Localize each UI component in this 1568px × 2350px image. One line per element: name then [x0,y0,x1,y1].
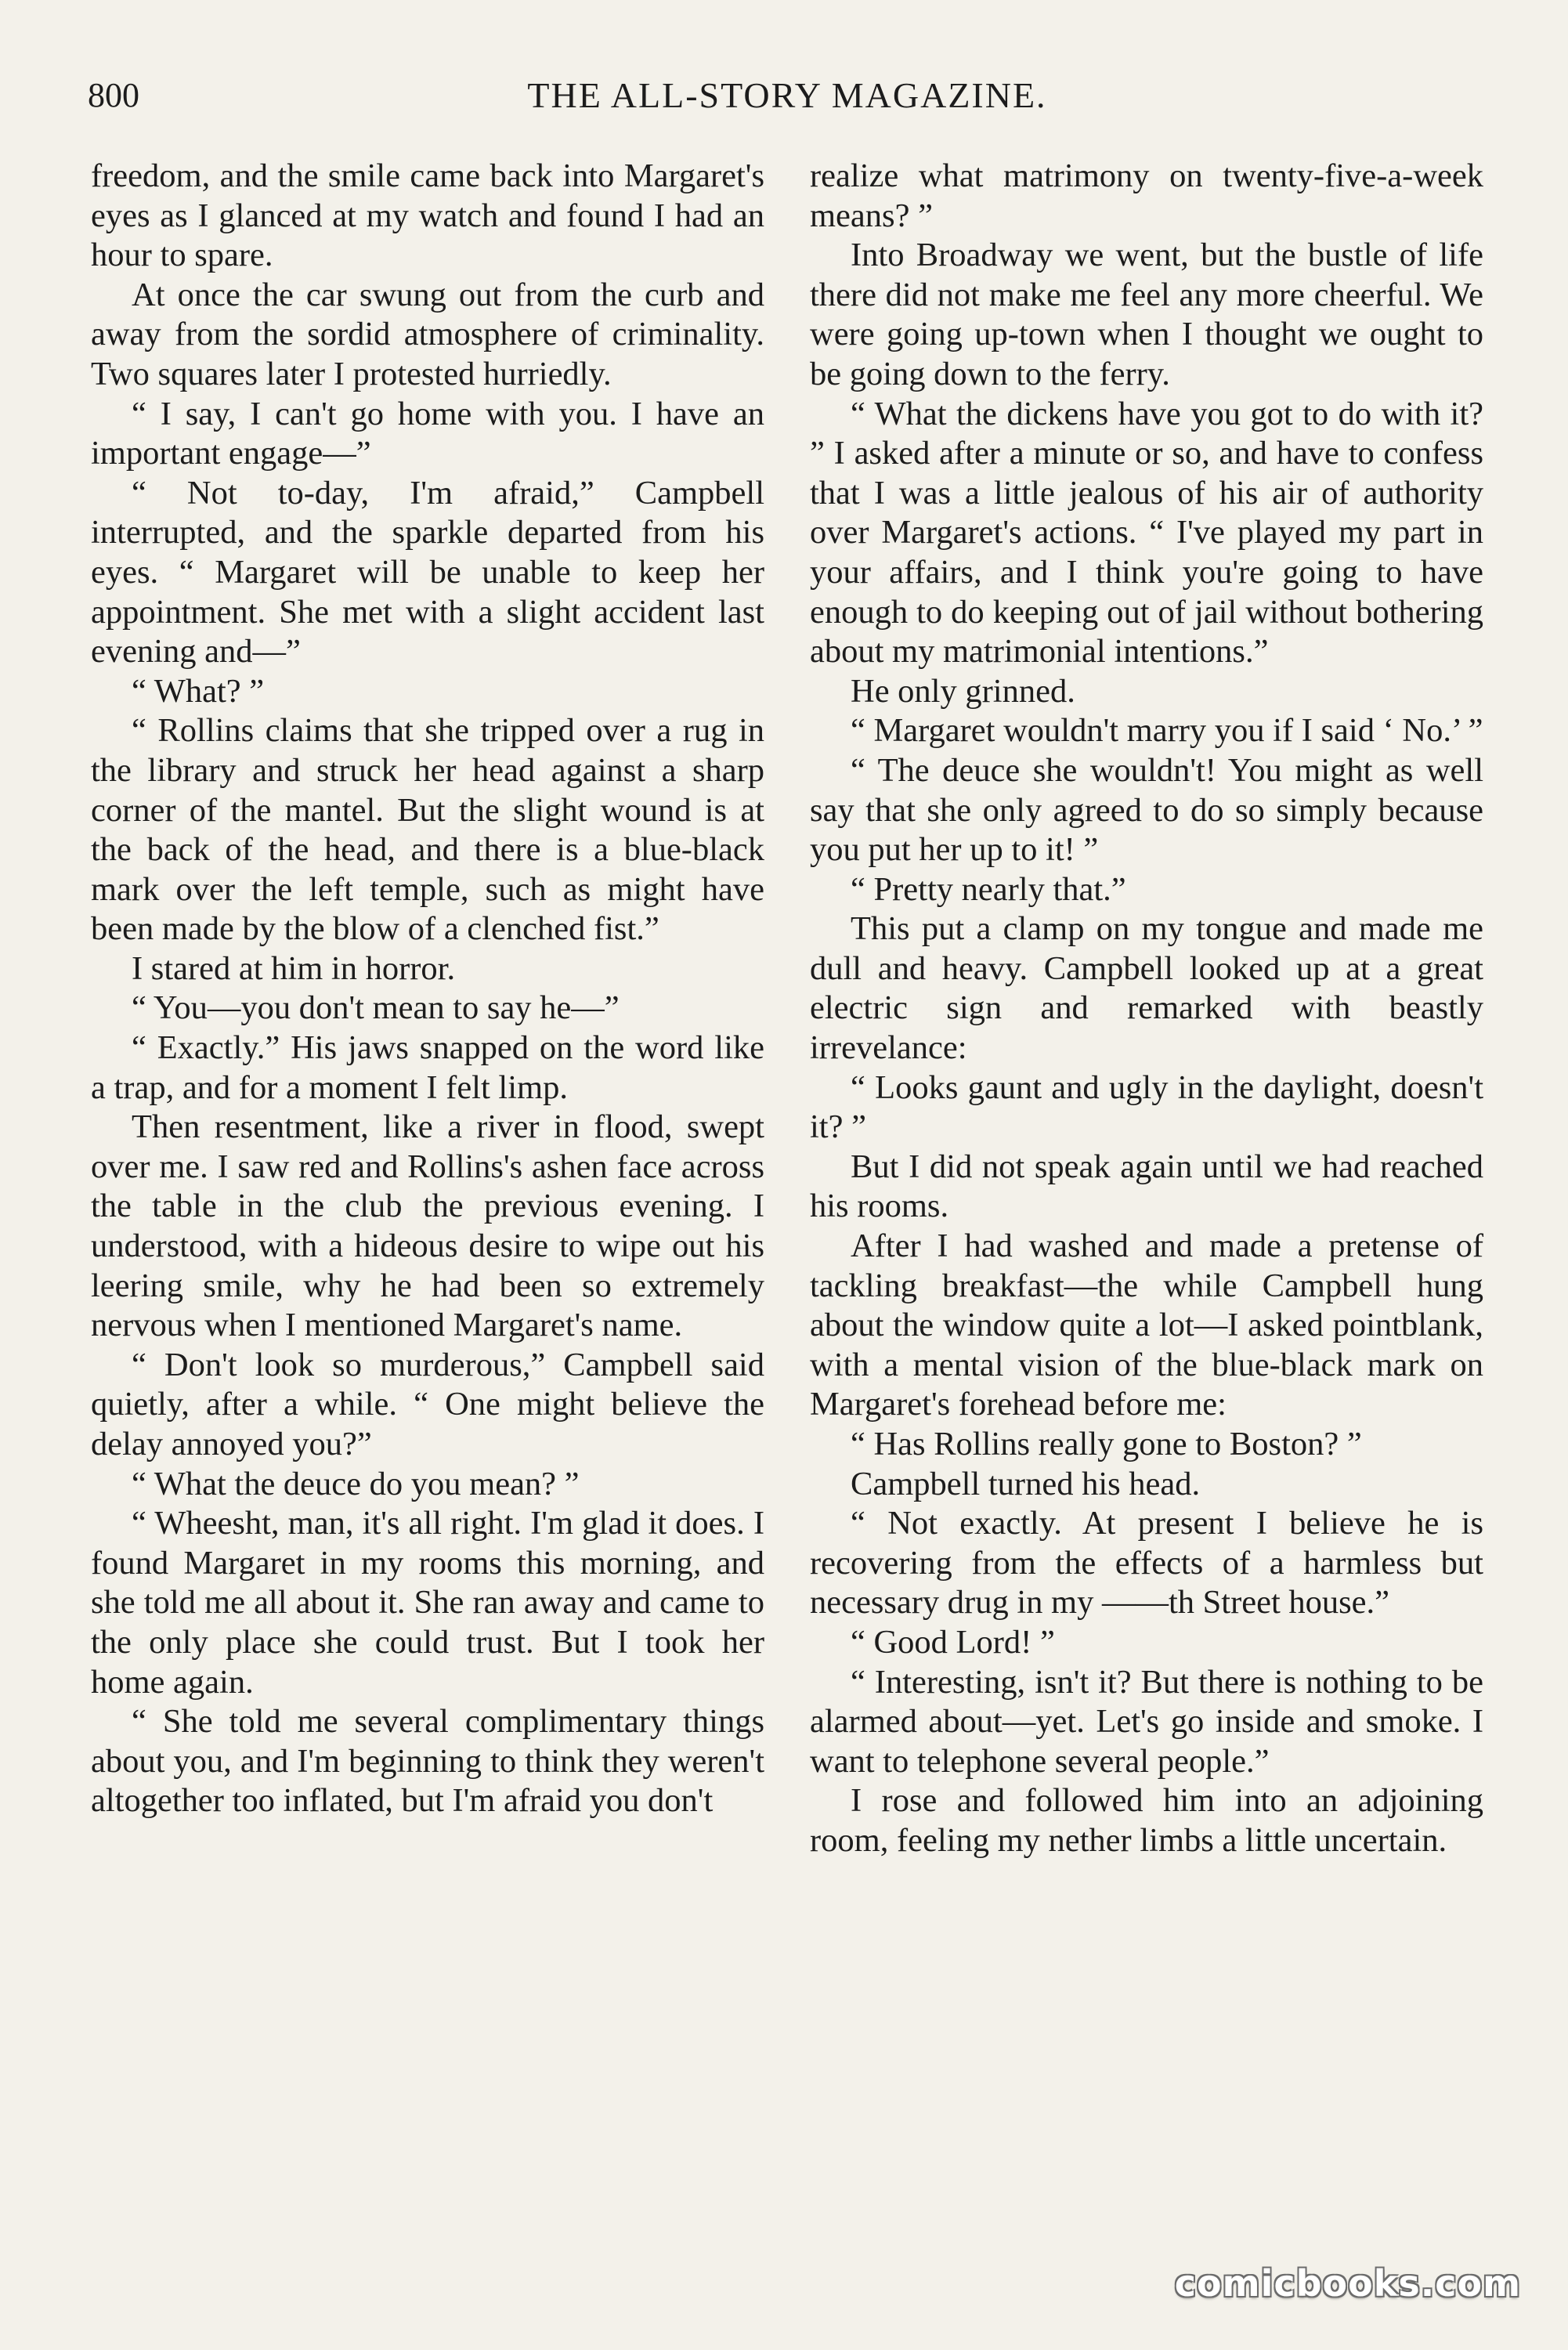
paragraph: I rose and followed him into an adjoining room, feeling my nether limbs a little uncertain. [810,1782,1483,1859]
paragraph: “ Good Lord! ” [851,1623,1055,1661]
paragraph: “ You—you don't mean to say he—” [132,989,620,1027]
paragraph: “ The deuce she wouldn't! You might as well say that she only agreed to do so simply because you put her up to it! ” [810,751,1483,869]
paragraph: “ Margaret wouldn't marry you if I said ‘ No.’ ” [851,712,1483,750]
paragraph: “ What the deuce do you mean? ” [132,1465,580,1502]
paragraph: He only grinned. [851,672,1075,710]
paragraph: “ Not to-day, I'm afraid,” Campbell interrupted, and the sparkle departed from his eyes. “ Margaret will be unable to keep her appointment. She met with a slight accident last evening and—” [91,474,764,671]
page-number: 800 [88,76,139,114]
paragraph: “ Has Rollins really gone to Boston? ” [851,1426,1362,1462]
paragraph: But I did not speak again until we had reached his rooms. [810,1148,1483,1225]
paragraph: “ Rollins claims that she tripped over a rug in the library and struck her head against a sharp corner of the mantel. But the slight wound is at the back of the head, and there is a blue-black mark over the left temple, such as might have been made by the blow of a clenched fist.” [91,712,764,948]
paragraph: “ I say, I can't go home with you. I have an important engage—” [91,395,764,472]
paragraph: “ Pretty nearly that.” [851,870,1126,908]
paragraph: “ Don't look so murderous,” Campbell said quietly, after a while. “ One might believe the delay annoyed you?” [91,1346,764,1462]
paragraph: “ What the dickens have you got to do with it? ” I asked after a minute or so, and have to confess that I was a little jealous of his air of authority over Margaret's actions. “ I've played my part in your affairs, and I think you're going to have enough to do keeping out of jail without bothering about my matrimonial intentions.” [810,395,1483,671]
paragraph: realize what matrimony on twenty-five-a-week means? ” [810,157,1483,234]
paragraph: “ Interesting, isn't it? But there is nothing to be alarmed about—yet. Let's go inside and smoke. I want to telephone several people.” [810,1663,1483,1780]
paragraph: Into Broadway we went, but the bustle of life there did not make me feel any more cheerful. We were going up-town when I thought we ought to be going down to the ferry. [810,237,1483,392]
paragraph: After I had washed and made a pretense of tackling breakfast—the while Campbell hung about the window quite a lot—I asked pointblank, with a mental vision of the blue-black mark on Margaret's forehead before me: [810,1227,1483,1423]
paragraph: “ What? ” [132,672,265,710]
paragraph: Then resentment, like a river in flood, swept over me. I saw red and Rollins's ashen face across the table in the club the previous evening. I understood, with a hideous desire to wipe out his leering smile, why he had been so extremely nervous when I mentioned Margaret's name. [91,1108,764,1344]
page-header [88,72,1487,127]
paragraph: freedom, and the smile came back into Margaret's eyes as I glanced at my watch and found I had an hour to spare. [91,157,764,274]
paragraph: “ Looks gaunt and ugly in the daylight, doesn't it? ” [810,1068,1483,1146]
paragraph: “ Exactly.” His jaws snapped on the word like a trap, and for a moment I felt limp. [91,1029,764,1106]
left-text-column [91,157,764,1821]
paragraph: Campbell turned his head. [851,1465,1201,1502]
right-text-column [810,157,1483,1861]
paragraph: This put a clamp on my tongue and made me dull and heavy. Campbell looked up at a great electric sign and remarked with beastly irrevelance: [810,910,1483,1067]
watermark-logo: comicbooks.com [1174,2262,1521,2305]
paragraph: I stared at him in horror. [132,949,456,987]
paragraph: “ Not exactly. At present I believe he is recovering from the effects of a harmless but necessary drug in my ——th Street house.” [810,1505,1483,1622]
magazine-title: THE ALL-STORY MAGAZINE. [527,75,1047,115]
paragraph: “ Wheesht, man, it's all right. I'm glad it does. I found Margaret in my rooms this morning, and she told me all about it. She ran away and came to the only place she could trust. But I took her home again. [91,1505,764,1701]
paragraph: “ She told me several complimentary things about you, and I'm beginning to think they weren't altogether too inflated, but I'm afraid you don't [91,1703,764,1820]
paragraph: At once the car swung out from the curb and away from the sordid atmosphere of criminality. Two squares later I protested hurriedly. [91,276,764,392]
